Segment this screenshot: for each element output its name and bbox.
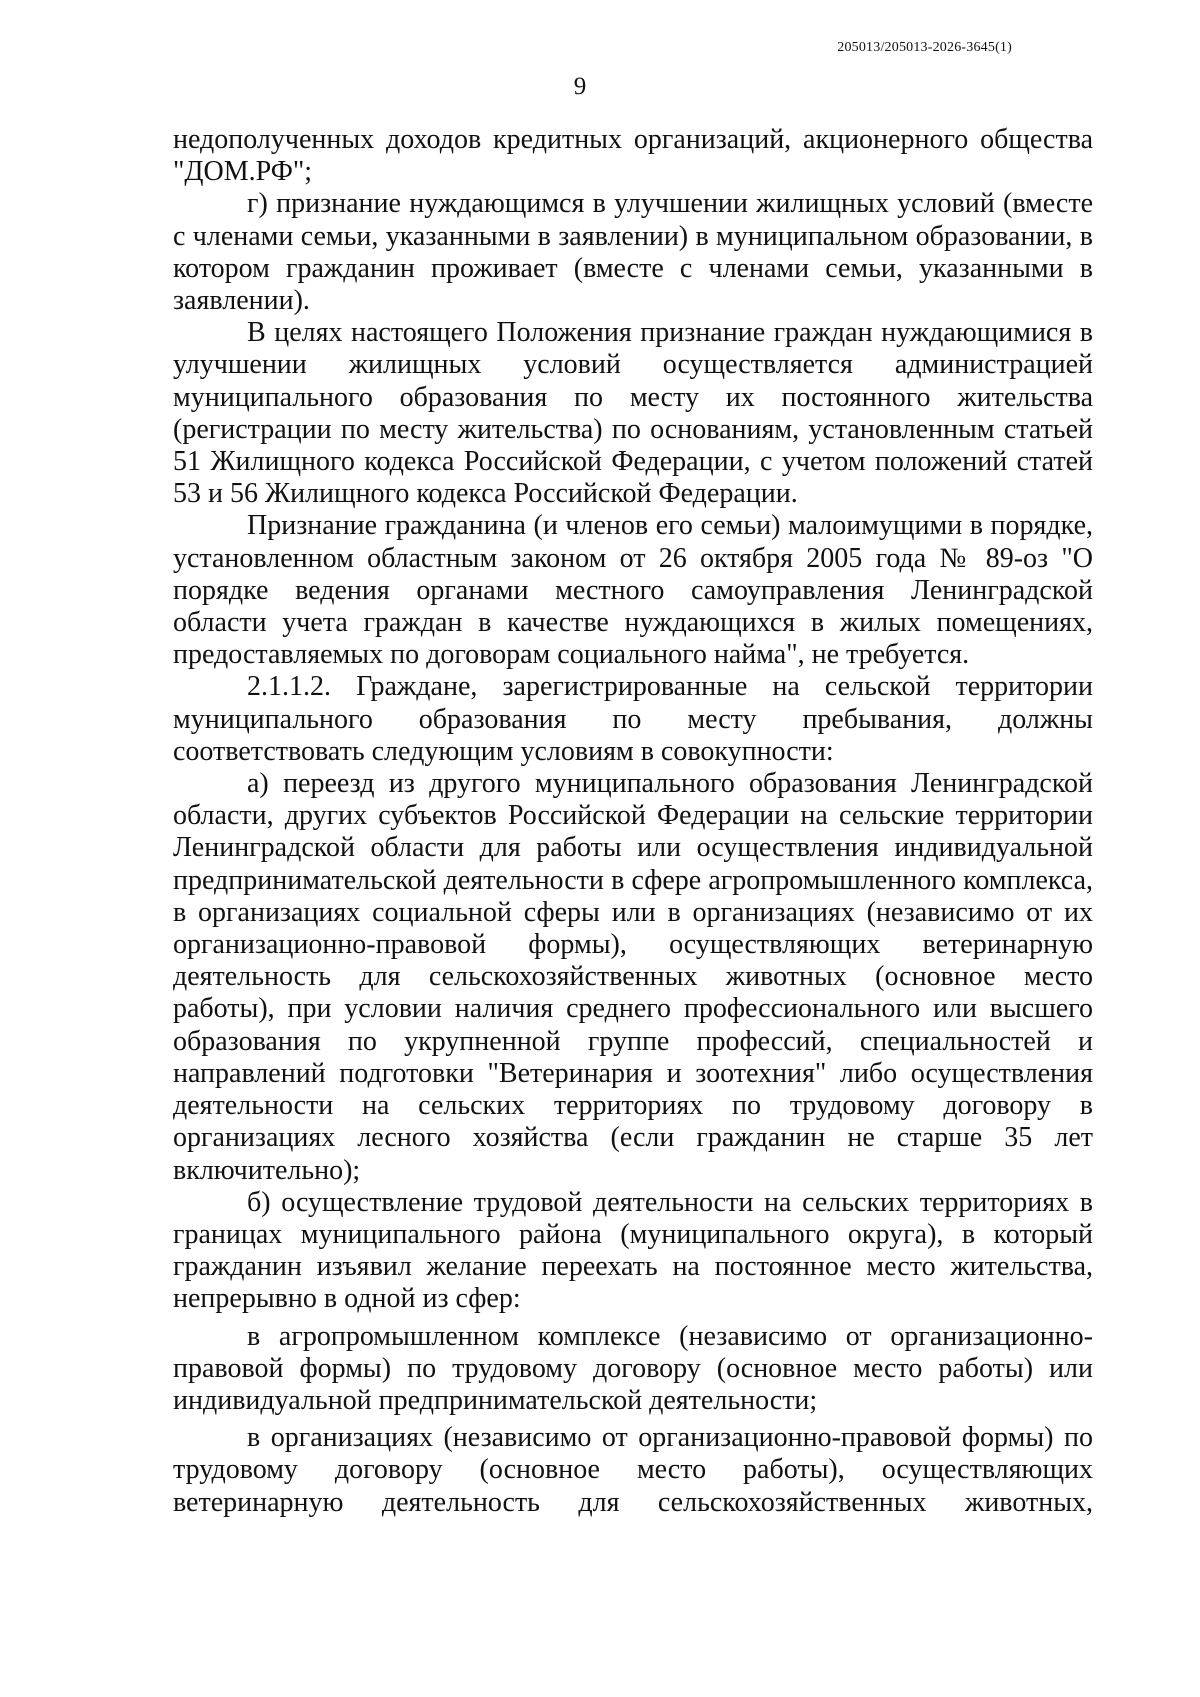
- paragraph-item-a: а) переезд из другого муниципального образования Ленинградской области, других субъектов Российской Федерации на сельские территории Ленинградской области для работы или осуществления индивидуальной предпринимательской деятельности в сфере агропромышленного комплекса, в организациях социальной сферы или в организациях (независимо от их организационно-правовой формы), осуществляющих ветеринарную деятельность для сельскохозяйственных животных (основное место работы), при условии наличия среднего профессионального или высшего образования по укрупненной группе профессий, специальностей и направлений подготовки "Ветеринария и зоотехния" либо осуществления деятельности на сельских территориях по трудовому договору в организациях лесного хозяйства (если гражданин не старше 35 лет включительно);: [173, 768, 1093, 1186]
- page-number: 9: [573, 73, 587, 100]
- paragraph-low-income: Признание гражданина (и членов его семьи) малоимущими в порядке, установленном областным законом от 26 октября 2005 года № 89-оз "О порядке ведения органами местного самоуправления Ленинградской области учета граждан в качестве нуждающихся в жилых помещениях, предоставляемых по договорам социального найма", не требуется.: [173, 510, 1093, 671]
- paragraph-veterinary-sphere: в организациях (независимо от организационно-правовой формы) по трудовому договору (основное место работы), осуществляющих ветеринарную деятельность для сельскохозяйственных животных,: [173, 1422, 1093, 1518]
- paragraph-2-1-1-2: 2.1.1.2. Граждане, зарегистрированные на сельской территории муниципального образования по месту пребывания, должны соответствовать следующим условиям в совокупности:: [173, 671, 1093, 767]
- paragraph-item-b: б) осуществление трудовой деятельности на сельских территориях в границах муниципального района (муниципального округа), в который гражданин изъявил желание переехать на постоянное место жительства, непрерывно в одной из сфер:: [173, 1186, 1093, 1315]
- document-body: [173, 124, 1093, 1519]
- paragraph-need-recognition: В целях настоящего Положения признание граждан нуждающимися в улучшении жилищных условий осуществляется администрацией муниципального образования по месту их постоянного жительства (регистрации по месту жительства) по основаниям, установленным статьей 51 Жилищного кодекса Российской Федерации, с учетом положений статей 53 и 56 Жилищного кодекса Российской Федерации.: [173, 317, 1093, 510]
- paragraph-item-g: г) признание нуждающимся в улучшении жилищных условий (вместе с членами семьи, указанными в заявлении) в муниципальном образовании, в котором гражданин проживает (вместе с членами семьи, указанными в заявлении).: [173, 188, 1093, 317]
- paragraph-continuation: недополученных доходов кредитных организаций, акционерного общества "ДОМ.РФ";: [173, 124, 1093, 188]
- document-registration-number: 205013/205013-2026-3645(1): [837, 40, 1012, 55]
- paragraph-agro-sphere: в агропромышленном комплексе (независимо от организационно-правовой формы) по трудовому договору (основное место работы) или индивидуальной предпринимательской деятельности;: [173, 1320, 1093, 1416]
